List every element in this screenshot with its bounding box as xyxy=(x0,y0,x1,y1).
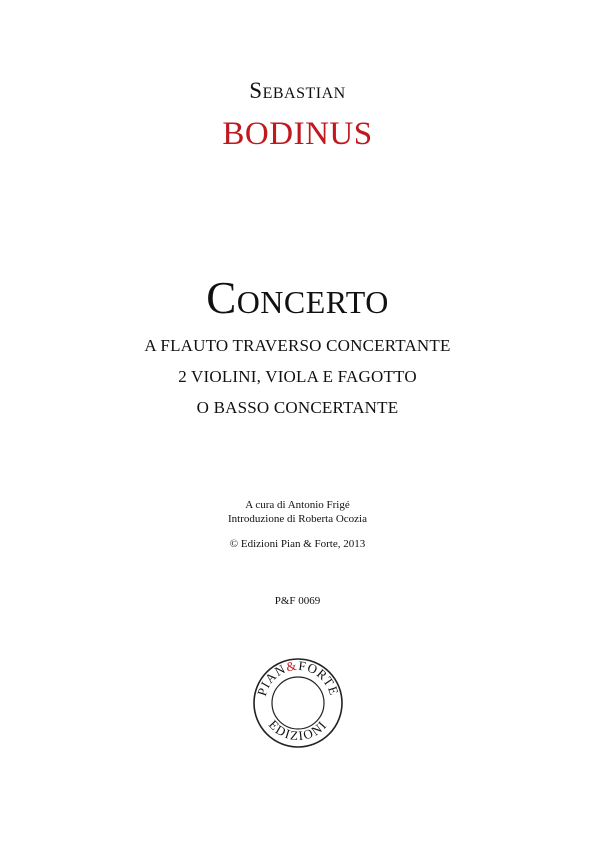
catalog-number: P&F 0069 xyxy=(274,595,321,607)
editor-credit: A cura di Antonio Frigé xyxy=(245,499,350,511)
svg-text:EDIZIONI xyxy=(266,717,330,743)
subtitle-line-2: 2 VIOLINI, VIOLA E FAGOTTO xyxy=(178,367,417,386)
logo-top-text-2: FORTE xyxy=(297,657,343,698)
introduction-credit: Introduzione di Roberta Ocozia xyxy=(228,513,367,525)
composer-first-name: Sebastian xyxy=(249,78,346,103)
subtitle-line-3: O BASSO CONCERTANTE xyxy=(196,398,399,417)
subtitle-line-1: A FLAUTO TRAVERSO CONCERTANTE xyxy=(144,336,451,355)
copyright-notice: © Edizioni Pian & Forte, 2013 xyxy=(229,538,366,550)
composer-last-name: BODINUS xyxy=(222,116,373,152)
publisher-logo xyxy=(252,657,344,749)
logo-top-text: PIAN xyxy=(253,660,289,698)
logo-ampersand: & xyxy=(285,657,299,675)
work-title: Concerto xyxy=(206,273,389,323)
logo-bottom-text: EDIZIONI xyxy=(265,716,331,744)
svg-text:PIAN&FORTE xyxy=(254,658,342,698)
